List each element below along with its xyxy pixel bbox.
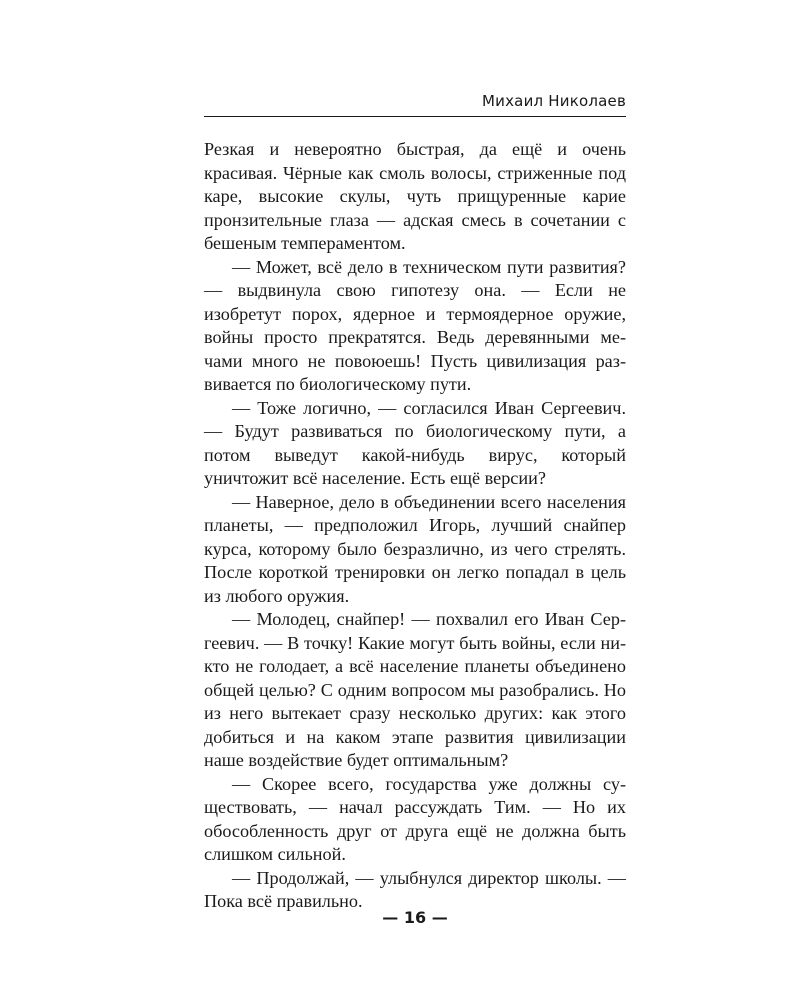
- paragraph: — Продолжай, — улыбнулся директор школы. — Пока всё правильно.: [204, 867, 626, 911]
- paragraph: — Молодец, снайпер! — похвалил его Иван Сергеевич. — В точку! Какие могут быть войны, если никто не голодает, а всё население планеты объединено общей целью? С одним вопросом мы разобрались. Но из него вытекает сразу несколько других: как этого добиться и на каком этапе развития цивилизации наше воздействие будет оптимальным?: [204, 609, 626, 770]
- paragraph: — Тоже логично, — согласился Иван Сергеевич. — Будут развиваться по биологическому пути, а потом выведут какой-нибудь вирус, который уничтожит всё население. Есть ещё версии?: [204, 397, 626, 488]
- header-divider: [204, 116, 626, 117]
- running-header-author: Михаил Николаев: [482, 92, 626, 110]
- page-number: — 16 —: [382, 908, 448, 927]
- paragraph: Резкая и невероятно быстрая, да ещё и очень красивая. Чёрные как смоль волосы, стриженные под каре, высокие скулы, чуть прищуренные карие пронзительные глаза — адская смесь в сочетании с бешеным темпераментом.: [204, 139, 626, 253]
- paragraph: — Может, всё дело в техническом пути развития? — выдвинула свою гипотезу она. — Если не изобретут порох, ядерное и термоядерное оружие, войны просто прекратятся. Ведь деревянными мечами много не повоюешь! Пусть цивилизация развивается по биологическому пути.: [204, 256, 626, 394]
- paragraph: — Наверное, дело в объединении всего населения планеты, — предположил Игорь, лучший снайпер курса, которому было безразлично, из чего стрелять. После короткой тренировки он легко попадал в цель из любого оружия.: [204, 491, 626, 606]
- body-text: [204, 138, 626, 914]
- paragraph: — Скорее всего, государства уже должны существовать, — начал рассуждать Тим. — Но их обособленность друг от друга ещё не должна быть слишком сильной.: [204, 773, 626, 864]
